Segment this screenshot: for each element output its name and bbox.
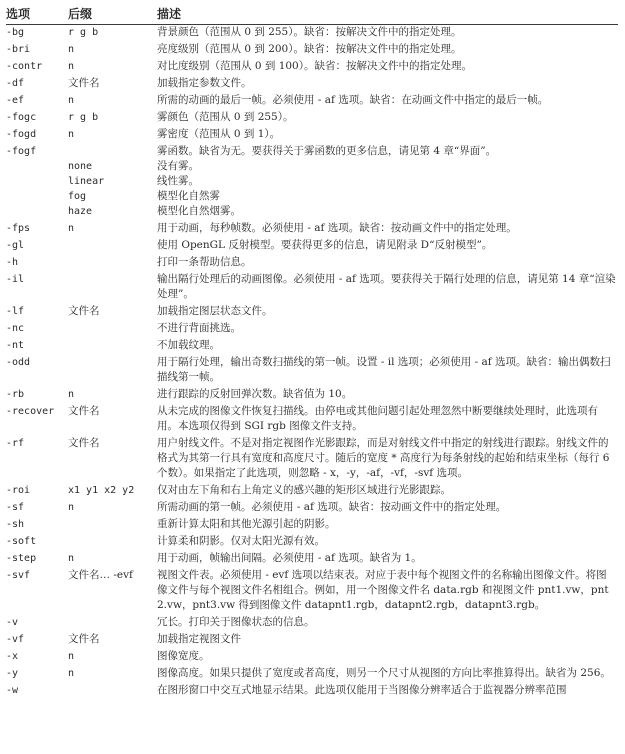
row-option: -rf bbox=[6, 438, 25, 449]
row-description: 用于动画，帧输出间隔。必须使用 - af 选项。缺省为 1。 bbox=[157, 552, 422, 564]
row-suffix: 文件名… -evf bbox=[68, 569, 133, 581]
table-row bbox=[6, 666, 618, 681]
row-option: -fogf bbox=[6, 146, 37, 157]
row-description: 用于动画，每秒帧数。必须使用 - af 选项。缺省：按动画文件中的指定处理。 bbox=[157, 222, 517, 234]
table-row bbox=[6, 568, 618, 613]
row-option: -ef bbox=[6, 95, 25, 106]
row-option: -nt bbox=[6, 340, 25, 351]
row-description: 不进行背面挑选。 bbox=[157, 322, 241, 334]
row-description: 雾函数。缺省为无。要获得关于雾函数的更多信息，请见第 4 章“界面”。 bbox=[157, 145, 497, 157]
row-description: 模型化自然雾 bbox=[157, 190, 220, 202]
row-option: -bri bbox=[6, 44, 31, 55]
row-suffix: 文件名 bbox=[68, 305, 100, 317]
table-row bbox=[6, 110, 618, 125]
table-row bbox=[6, 387, 618, 402]
row-suffix: r g b bbox=[68, 27, 99, 38]
row-description: 所需动画的第一帧。必须使用 - af 选项。缺省：按动画文件中的指定处理。 bbox=[157, 501, 507, 513]
table-row bbox=[6, 238, 618, 253]
row-description: 重新计算太阳和其他光源引起的阴影。 bbox=[157, 518, 336, 530]
row-option: -nc bbox=[6, 323, 25, 334]
row-description: 用户射线文件。不是对指定视图作光影跟踪，而是对射线文件中指定的射线进行跟踪。射线文件的格式为其第一行具有宽度和高度尺寸。随后的宽度 * 高度行为每条射线的起始和结束坐标（每行 6 个数）。如果指定了此选项，则忽略 - x，-y，-af，-vf，-svf 选项。 bbox=[157, 437, 610, 479]
row-option: -sf bbox=[6, 502, 25, 513]
row-option: -sh bbox=[6, 519, 25, 530]
row-suffix: n bbox=[68, 553, 75, 564]
table-header bbox=[6, 4, 618, 23]
row-suffix: 文件名 bbox=[68, 437, 100, 449]
row-suffix: n bbox=[68, 389, 75, 400]
table-row bbox=[6, 321, 618, 336]
table-row bbox=[6, 683, 618, 698]
row-description: 图像高度。如果只提供了宽度或者高度，则另一个尺寸从视图的方向比率推算得出。缺省为 256。 bbox=[157, 667, 611, 679]
row-option: -rb bbox=[6, 389, 25, 400]
row-description: 输出隔行处理后的动画图像。必须使用 - af 选项。要获得关于隔行处理的信息，请见第 14 章“渲染处理”。 bbox=[157, 273, 616, 300]
row-description: 冗长。打印关于图像状态的信息。 bbox=[157, 616, 315, 628]
table-row bbox=[6, 76, 618, 91]
row-option: -recover bbox=[6, 406, 55, 417]
row-description: 雾密度（范围从 0 到 1）。 bbox=[157, 128, 281, 140]
header-suffix: 后缀 bbox=[68, 7, 93, 21]
row-suffix: 文件名 bbox=[68, 405, 100, 417]
table-row bbox=[6, 649, 618, 664]
table-row bbox=[6, 483, 618, 498]
row-suffix: n bbox=[68, 223, 75, 234]
row-option: -fogd bbox=[6, 129, 37, 140]
row-suffix: none bbox=[68, 161, 93, 172]
table-row bbox=[6, 189, 618, 204]
row-description: 从未完成的图像文件恢复扫描线。由停电或其他问题引起处理忽然中断要继续处理时，此选项有用。本选项仅得到 SGI rgb 图像文件支持。 bbox=[157, 405, 598, 432]
row-description: 在图形窗口中交互式地显示结果。此选项仅能用于当图像分辨率适合于监视器分辨率范围 bbox=[157, 684, 567, 696]
row-option: -lf bbox=[6, 306, 25, 317]
row-suffix: x1 y1 x2 y2 bbox=[68, 485, 135, 496]
table-row bbox=[6, 272, 618, 302]
table-row bbox=[6, 59, 618, 74]
row-suffix: n bbox=[68, 61, 75, 72]
header-option: 选项 bbox=[6, 7, 31, 21]
row-description: 背景颜色（范围从 0 到 255）。缺省：按解决文件中的指定处理。 bbox=[157, 26, 462, 38]
row-description: 对比度级别（范围从 0 到 100）。缺省：按解决文件中的指定处理。 bbox=[157, 60, 472, 72]
row-option: -v bbox=[6, 617, 19, 628]
table-row bbox=[6, 304, 618, 319]
row-description: 使用 OpenGL 反射模型。要获得更多的信息，请见附录 D“反射模型”。 bbox=[157, 239, 493, 251]
row-description: 仅对由左下角和右上角定义的感兴趣的矩形区域进行光影跟踪。 bbox=[157, 484, 451, 496]
table-row bbox=[6, 355, 618, 385]
row-option: -svf bbox=[6, 570, 31, 581]
row-description: 雾颜色（范围从 0 到 255）。 bbox=[157, 111, 294, 123]
row-description: 视图文件表。必须使用 - evf 选项以结束表。对应于表中每个视图文件的名称输出图像文件。将图像文件与每个视图文件名相组合。例如，用一个图像文件名 data.rgb 和视图文件 pnt1.vw，pnt2.vw，pnt3.vw 得到图像文件 datapnt1.rgb，datapnt2.rgb，datapnt3.rgb。 bbox=[157, 569, 609, 611]
table-row bbox=[6, 615, 618, 630]
row-description: 线性雾。 bbox=[157, 175, 199, 187]
table-row bbox=[6, 159, 618, 174]
table-row bbox=[6, 632, 618, 647]
row-suffix: n bbox=[68, 651, 75, 662]
row-option: -y bbox=[6, 668, 19, 679]
row-description: 打印一条帮助信息。 bbox=[157, 256, 252, 268]
row-option: -x bbox=[6, 651, 19, 662]
table-row bbox=[6, 93, 618, 108]
row-option: -odd bbox=[6, 357, 31, 368]
row-description: 加载指定图层状态文件。 bbox=[157, 305, 273, 317]
row-suffix: 文件名 bbox=[68, 77, 100, 89]
table-row bbox=[6, 127, 618, 142]
row-description: 模型化自然烟雾。 bbox=[157, 205, 241, 217]
row-option: -fps bbox=[6, 223, 31, 234]
table-row bbox=[6, 144, 618, 159]
header-description: 描述 bbox=[157, 7, 182, 21]
table-row bbox=[6, 221, 618, 236]
row-option: -il bbox=[6, 274, 25, 285]
row-option: -bg bbox=[6, 27, 25, 38]
row-description: 进行跟踪的反射回弹次数。缺省值为 10。 bbox=[157, 388, 353, 400]
row-option: -step bbox=[6, 553, 37, 564]
row-suffix: n bbox=[68, 668, 75, 679]
table-row bbox=[6, 174, 618, 189]
table-row bbox=[6, 551, 618, 566]
row-suffix: n bbox=[68, 129, 75, 140]
table-row bbox=[6, 25, 618, 40]
row-option: -df bbox=[6, 78, 25, 89]
row-description: 不加载纹理。 bbox=[157, 339, 220, 351]
row-suffix: n bbox=[68, 502, 75, 513]
row-description: 计算柔和阴影。仅对太阳光源有效。 bbox=[157, 535, 325, 547]
row-description: 加载指定视图文件 bbox=[157, 633, 241, 645]
table-row bbox=[6, 500, 618, 515]
table-row bbox=[6, 436, 618, 481]
row-suffix: n bbox=[68, 95, 75, 106]
row-suffix: haze bbox=[68, 206, 93, 217]
table-row bbox=[6, 204, 618, 219]
row-description: 所需的动画的最后一帧。必须使用 - af 选项。缺省：在动画文件中指定的最后一帧。 bbox=[157, 94, 549, 106]
row-option: -soft bbox=[6, 536, 37, 547]
row-suffix: 文件名 bbox=[68, 633, 100, 645]
row-option: -h bbox=[6, 257, 19, 268]
options-table bbox=[6, 4, 618, 698]
row-option: -fogc bbox=[6, 112, 37, 123]
table-row bbox=[6, 255, 618, 270]
table-body bbox=[6, 23, 618, 698]
table-row bbox=[6, 338, 618, 353]
row-description: 亮度级别（范围从 0 到 200）。缺省：按解决文件中的指定处理。 bbox=[157, 43, 462, 55]
row-option: -vf bbox=[6, 634, 25, 645]
row-suffix: r g b bbox=[68, 112, 99, 123]
row-suffix: n bbox=[68, 44, 75, 55]
row-description: 没有雾。 bbox=[157, 160, 199, 172]
row-option: -contr bbox=[6, 61, 43, 72]
table-row bbox=[6, 517, 618, 532]
row-description: 用于隔行处理，输出奇数扫描线的第一帧。设置 - il 选项；必须使用 - af 选项。缺省：输出偶数扫描线第一帧。 bbox=[157, 356, 611, 383]
table-row bbox=[6, 42, 618, 57]
row-description: 图像宽度。 bbox=[157, 650, 210, 662]
row-suffix: fog bbox=[68, 191, 87, 202]
row-option: -roi bbox=[6, 485, 31, 496]
row-option: -gl bbox=[6, 240, 25, 251]
table-row bbox=[6, 404, 618, 434]
row-description: 加载指定参数文件。 bbox=[157, 77, 252, 89]
table-row bbox=[6, 534, 618, 549]
row-option: -w bbox=[6, 685, 19, 696]
row-suffix: linear bbox=[68, 176, 105, 187]
